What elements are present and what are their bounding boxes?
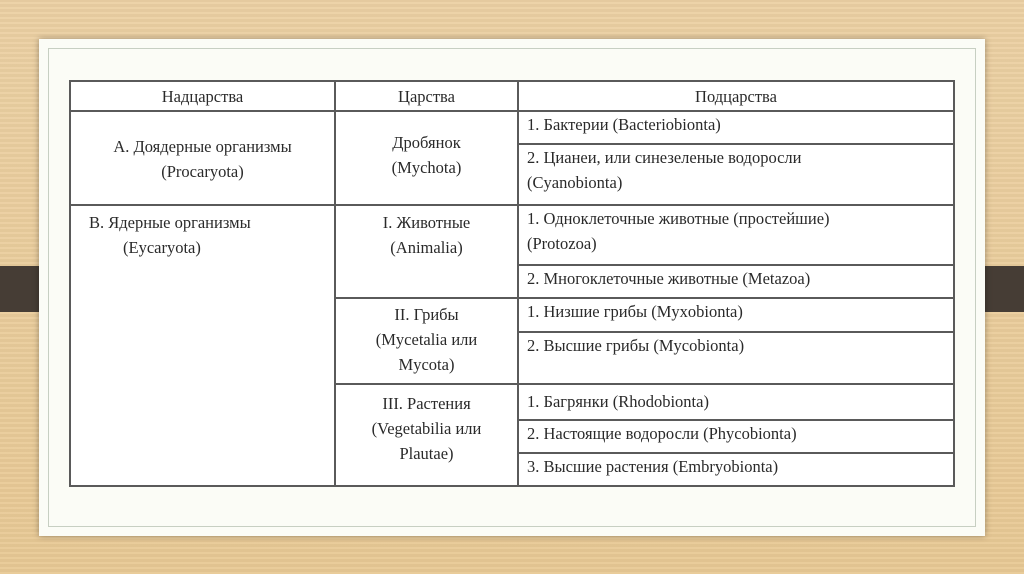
subkingdom-line: 3. Высшие растения (Embryobionta): [527, 456, 779, 476]
subkingdom-line: 2. Многоклеточные животные (Metazoa): [527, 269, 811, 289]
subkingdom-line: 1. Низшие грибы (Myxobionta): [527, 302, 743, 322]
kingdom-line: (Mycetalia или: [375, 330, 478, 350]
subkingdom-cell: [518, 384, 954, 420]
kingdom-line: I. Животные: [382, 213, 471, 233]
superkingdom-cell: [70, 205, 335, 486]
table-row: [70, 205, 954, 265]
table-header-row: [70, 81, 954, 111]
kingdom-cell: [335, 205, 518, 298]
subkingdom-cell: [518, 453, 954, 486]
kingdom-cell: [335, 384, 518, 486]
kingdom-line: (Vegetabilia или: [371, 418, 482, 438]
subkingdom-cell: [518, 205, 954, 265]
slide: [39, 39, 985, 536]
kingdom-line: (Animalia): [390, 238, 463, 258]
header-kingdoms: Царства: [335, 81, 518, 111]
subkingdom-line: 2. Настоящие водоросли (Phycobionta): [527, 423, 797, 443]
subkingdom-line: (Protozoa): [527, 234, 597, 254]
header-superkingdoms: Надцарства: [70, 81, 335, 111]
kingdom-line: III. Растения: [382, 393, 471, 413]
kingdom-line: Дробянок: [392, 133, 461, 152]
kingdom-line: Mycota): [398, 355, 455, 375]
kingdom-line: II. Грибы: [394, 305, 459, 325]
subkingdom-cell: [518, 420, 954, 453]
taxonomy-table: [69, 80, 955, 487]
table-row: [70, 111, 954, 144]
kingdom-line: (Mychota): [391, 158, 462, 177]
superkingdom-latin: (Procaryota): [161, 162, 244, 181]
superkingdom-name: А. Доядерные организмы: [113, 137, 292, 156]
subkingdom-line: 1. Багрянки (Rhodobionta): [527, 391, 709, 411]
subkingdom-line: (Cyanobionta): [527, 173, 623, 193]
subkingdom-line: 2. Высшие грибы (Mycobionta): [527, 335, 745, 355]
superkingdom-latin: (Eycaryota): [123, 238, 201, 258]
kingdom-cell: [335, 298, 518, 383]
subkingdom-cell: [518, 111, 954, 144]
subkingdom-cell: [518, 332, 954, 384]
superkingdom-cell: [70, 111, 335, 205]
subkingdom-line: 1. Одноклеточные животные (простейшие): [527, 209, 830, 229]
subkingdom-cell: [518, 144, 954, 205]
subkingdom-cell: [518, 265, 954, 298]
header-subkingdoms: Подцарства: [518, 81, 954, 111]
subkingdom-cell: [518, 298, 954, 331]
superkingdom-name: В. Ядерные организмы: [89, 213, 251, 233]
subkingdom-line: 1. Бактерии (Bacteriobionta): [527, 115, 721, 134]
kingdom-cell: [335, 111, 518, 205]
kingdom-line: Plautae): [399, 443, 454, 463]
subkingdom-line: 2. Цианеи, или синезеленые водоросли: [527, 148, 802, 168]
